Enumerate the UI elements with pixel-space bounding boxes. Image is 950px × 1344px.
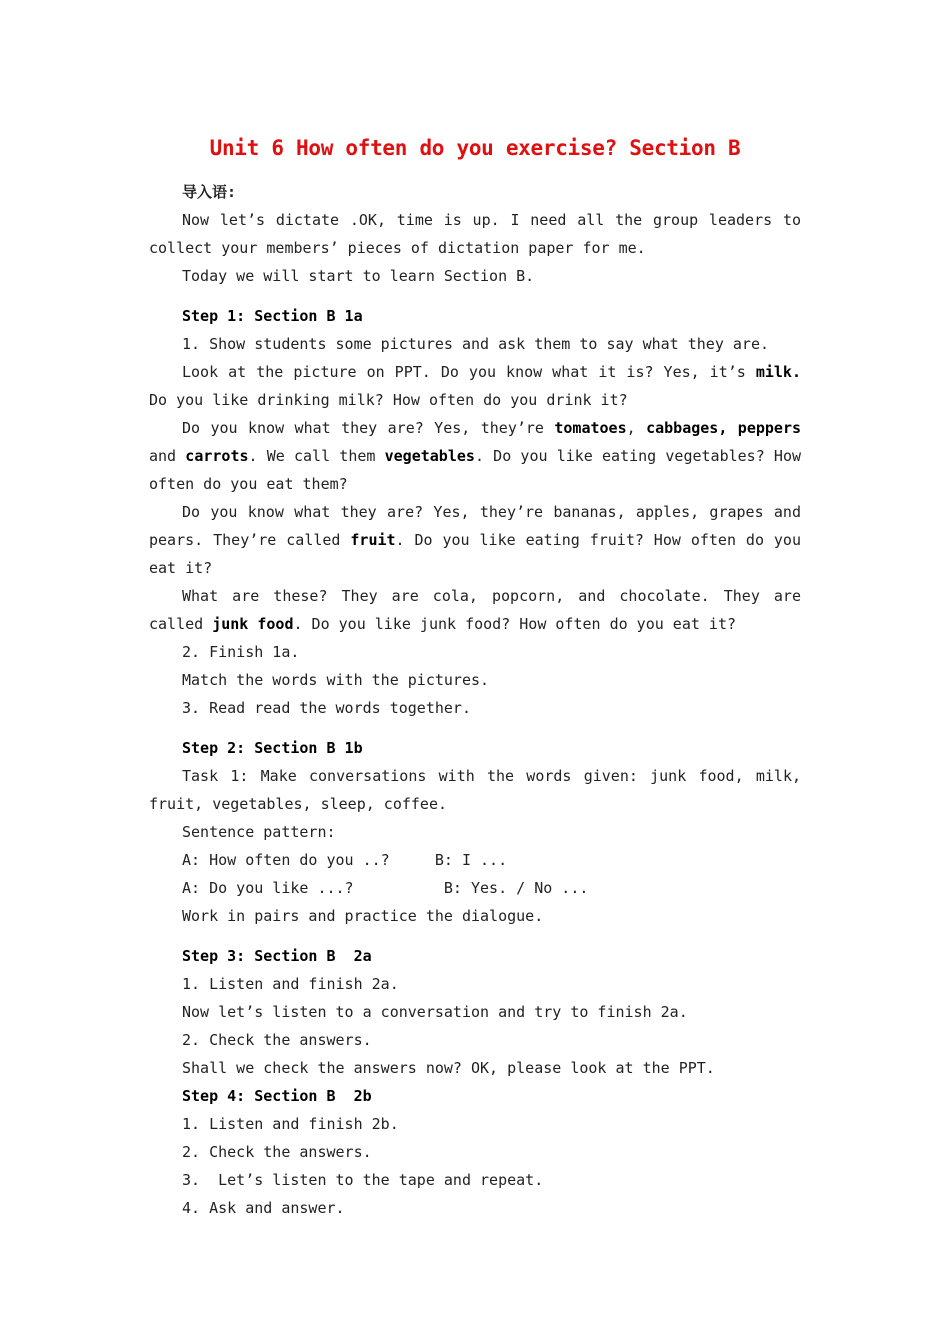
step3-line-3: 2. Check the answers. <box>182 1031 372 1049</box>
text: Do you like drinking milk? How often do you drink it? <box>149 391 628 409</box>
text: Do you know what they are? Yes, they’re <box>182 419 555 437</box>
step4-line-4: 4. Ask and answer. <box>182 1199 345 1217</box>
text: . Do you like eating vegetables? How often do you eat them? <box>149 447 802 493</box>
step2-pattern-line-1: A: How often do you ..? B: I ... <box>182 851 508 869</box>
step1-junk-paragraph <box>149 582 801 638</box>
keyword-milk: milk. <box>755 363 801 381</box>
step1-fruit-paragraph <box>149 498 801 582</box>
step2-task: Task 1: Make conversations with the words given: junk food, milk, fruit, vegetables, sleep, coffee. <box>149 767 801 813</box>
intro-label: 导入语: <box>182 183 237 201</box>
intro-paragraph-2: Today we will start to learn Section B. <box>182 267 535 285</box>
step3-heading: Step 3: Section B 2a <box>182 947 372 965</box>
text: Look at the picture on PPT. Do you know what it is? Yes, it’s <box>182 363 756 381</box>
text: . Do you like junk food? How often do you eat it? <box>293 615 737 633</box>
page-title: Unit 6 How often do you exercise? Section B <box>209 136 741 160</box>
keyword-tomatoes: tomatoes <box>554 419 627 437</box>
text: What are these? They are cola, popcorn, and chocolate. They are called <box>149 587 801 633</box>
step3-line-1: 1. Listen and finish 2a. <box>182 975 399 993</box>
step1-line-2: 2. Finish 1a. <box>182 643 300 661</box>
step4-heading: Step 4: Section B 2b <box>182 1087 372 1105</box>
step3-line-4: Shall we check the answers now? OK, please look at the PPT. <box>182 1059 715 1077</box>
keyword-vegetables: vegetables <box>384 447 475 465</box>
step1-line-4: 3. Read read the words together. <box>182 699 471 717</box>
step1-line-3: Match the words with the pictures. <box>182 671 490 689</box>
keyword-carrots: carrots <box>185 447 249 465</box>
step2-pattern-label: Sentence pattern: <box>182 823 336 841</box>
step2-heading: Step 2: Section B 1b <box>182 739 363 757</box>
step2-pattern-line-2: A: Do you like ...? B: Yes. / No ... <box>182 879 589 897</box>
text: and <box>149 447 186 465</box>
keyword-junk-food: junk food <box>212 615 294 633</box>
step4-line-2: 2. Check the answers. <box>182 1143 372 1161</box>
text: . Do you like eating fruit? How often do you eat it? <box>149 531 801 577</box>
step3-line-2: Now let’s listen to a conversation and try to finish 2a. <box>182 1003 688 1021</box>
step2-work: Work in pairs and practice the dialogue. <box>182 907 544 925</box>
document-body <box>149 178 801 1222</box>
step1-vegetables-paragraph <box>149 414 801 498</box>
step1-heading: Step 1: Section B 1a <box>182 307 363 325</box>
step4-line-3: 3. Let’s listen to the tape and repeat. <box>182 1171 544 1189</box>
keyword-cabbages-peppers: cabbages, peppers <box>646 419 802 437</box>
step1-line-1: 1. Show students some pictures and ask them to say what they are. <box>182 335 769 353</box>
text: Do you know what they are? Yes, they’re bananas, apples, grapes and pears. They’re called <box>149 503 801 549</box>
text: . We call them <box>248 447 385 465</box>
step1-milk-paragraph <box>149 358 801 414</box>
intro-paragraph-1: Now let’s dictate .OK, time is up. I need all the group leaders to collect your members’ pieces of dictation paper for me. <box>149 211 801 257</box>
text: , <box>626 419 647 437</box>
step4-line-1: 1. Listen and finish 2b. <box>182 1115 399 1133</box>
keyword-fruit: fruit <box>350 531 396 549</box>
